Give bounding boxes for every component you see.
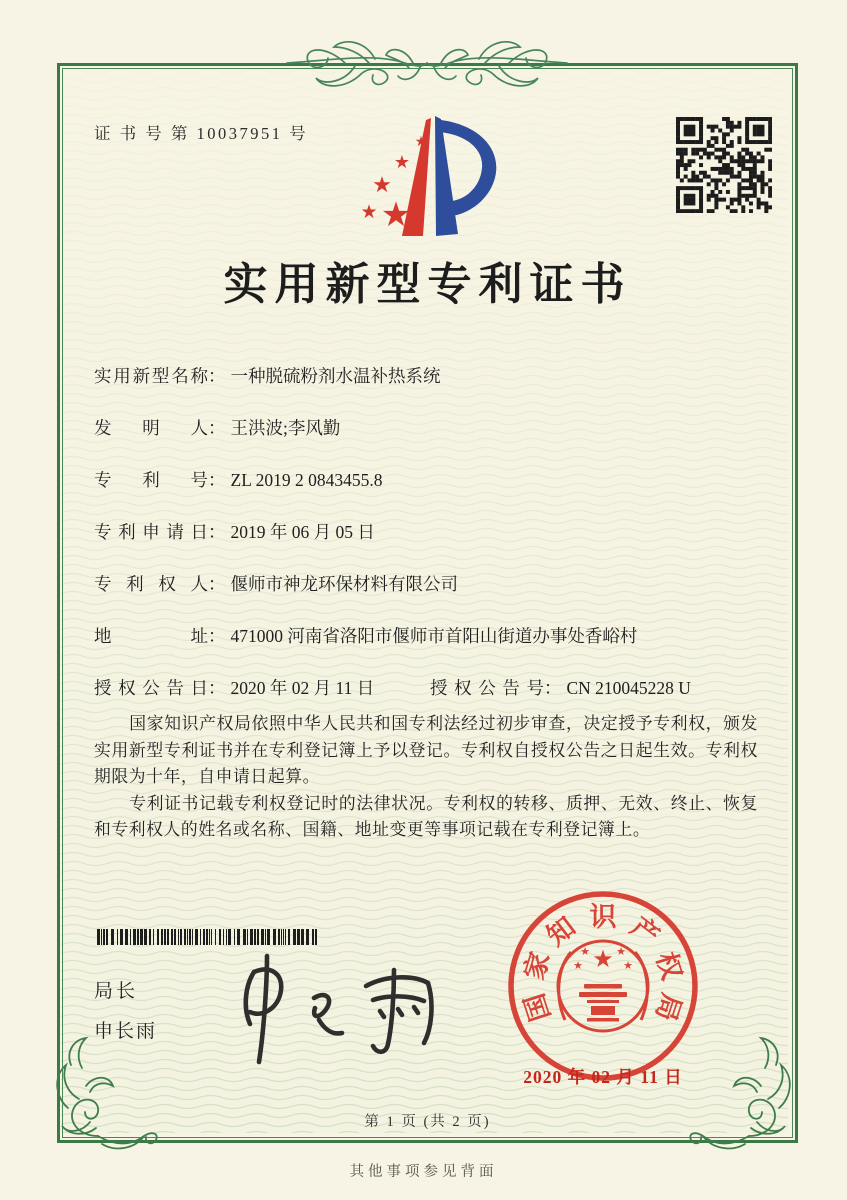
cnipa-red-seal-icon <box>505 888 701 1084</box>
field-value: 471000 河南省洛阳市偃师市首阳山街道办事处香峪村 <box>230 626 638 646</box>
svg-text:★: ★ <box>414 134 428 150</box>
field-row-patentee: 专利权人： 偃师市神龙环保材料有限公司 <box>94 571 762 593</box>
svg-text:★: ★ <box>616 945 626 958</box>
svg-text:★: ★ <box>573 959 583 972</box>
top-flourish-ornament <box>283 33 571 107</box>
field-row-filing-date: 专利申请日： 2019 年 06 月 05 日 <box>94 519 762 541</box>
field-label: 授权公告号 <box>430 678 544 698</box>
signer-name: 申长雨 <box>94 1021 158 1042</box>
svg-text:★: ★ <box>380 195 412 235</box>
director-signature-icon <box>226 950 446 1070</box>
certificate-number: 证 书 号 第 10037951 号 <box>94 124 309 143</box>
cnipa-logo-icon <box>338 106 522 254</box>
svg-text:知: 知 <box>541 911 581 952</box>
svg-text:★: ★ <box>360 201 378 223</box>
svg-text:★: ★ <box>372 173 392 198</box>
qr-code-icon <box>676 117 772 213</box>
svg-text:★: ★ <box>580 945 590 958</box>
back-side-note: 其他事项参见背面 <box>349 1164 498 1180</box>
field-label: 专利申请日 <box>94 522 208 542</box>
bottom-left-flourish-ornament <box>38 1036 168 1162</box>
page-number-footer: 第 1 页 (共 2 页) <box>364 1114 491 1130</box>
field-label: 地址 <box>94 626 208 646</box>
field-row-name: 实用新型名称： 一种脱硫粉剂水温补热系统 <box>94 363 762 385</box>
barcode <box>97 929 319 945</box>
field-row-patent-number: 专利号： ZL 2019 2 0843455.8 <box>94 467 762 489</box>
field-value: 王洪波;李风勤 <box>230 418 341 438</box>
signer-title: 局长 <box>94 981 139 1002</box>
field-value: 一种脱硫粉剂水温补热系统 <box>230 366 441 386</box>
svg-text:家: 家 <box>518 948 556 984</box>
seal-emblem-stars <box>573 945 633 973</box>
field-list <box>94 363 762 727</box>
field-value: CN 210045228 U <box>566 678 691 698</box>
seal-date: 2020 年 02 月 11 日 <box>523 1067 683 1087</box>
field-label: 专利号 <box>94 470 208 490</box>
svg-text:产: 产 <box>625 911 665 952</box>
legal-paragraph-1: 国家知识产权局依照中华人民共和国专利法经过初步审查，决定授予专利权，颁发实用新型专利证书并在专利登记簿上予以登记。专利权自授权公告之日起生效。专利权期限为十年，自申请日起算。 <box>94 714 758 787</box>
svg-text:局: 局 <box>649 989 687 1025</box>
field-label: 发明人 <box>94 418 208 438</box>
seal-emblem-gate <box>579 984 627 1022</box>
field-value: 2019 年 06 月 05 日 <box>230 522 375 542</box>
grant-number-group: 授权公告号： CN 210045228 U <box>430 675 691 700</box>
field-value: ZL 2019 2 0843455.8 <box>230 470 383 490</box>
field-value: 2020 年 02 月 11 日 <box>230 678 375 698</box>
svg-text:权: 权 <box>650 948 688 984</box>
svg-text:★: ★ <box>393 152 411 173</box>
certificate-title: 实用新型专利证书 <box>223 260 632 309</box>
svg-text:国: 国 <box>519 989 557 1025</box>
svg-text:★: ★ <box>623 959 633 972</box>
field-value: 偃师市神龙环保材料有限公司 <box>230 574 458 594</box>
legal-paragraph-2: 专利证书记载专利权登记时的法律状况。专利权的转移、质押、无效、终止、恢复和专利权人的姓名或名称、国籍、地址变更等事项记载在专利登记簿上。 <box>94 793 758 840</box>
svg-text:★: ★ <box>592 945 614 973</box>
svg-text:识: 识 <box>589 902 617 933</box>
field-label: 专利权人 <box>94 574 208 594</box>
legal-text <box>94 711 758 844</box>
field-row-address: 地址： 471000 河南省洛阳市偃师市首阳山街道办事处香峪村 <box>94 623 762 645</box>
bottom-right-flourish-ornament <box>679 1036 809 1162</box>
field-label: 实用新型名称 <box>94 366 208 386</box>
field-row-inventor: 发明人： 王洪波;李风勤 <box>94 415 762 437</box>
field-row-grant <box>94 675 762 697</box>
field-label: 授权公告日 <box>94 678 208 698</box>
grant-date-group: 授权公告日： 2020 年 02 月 11 日 <box>94 678 374 698</box>
